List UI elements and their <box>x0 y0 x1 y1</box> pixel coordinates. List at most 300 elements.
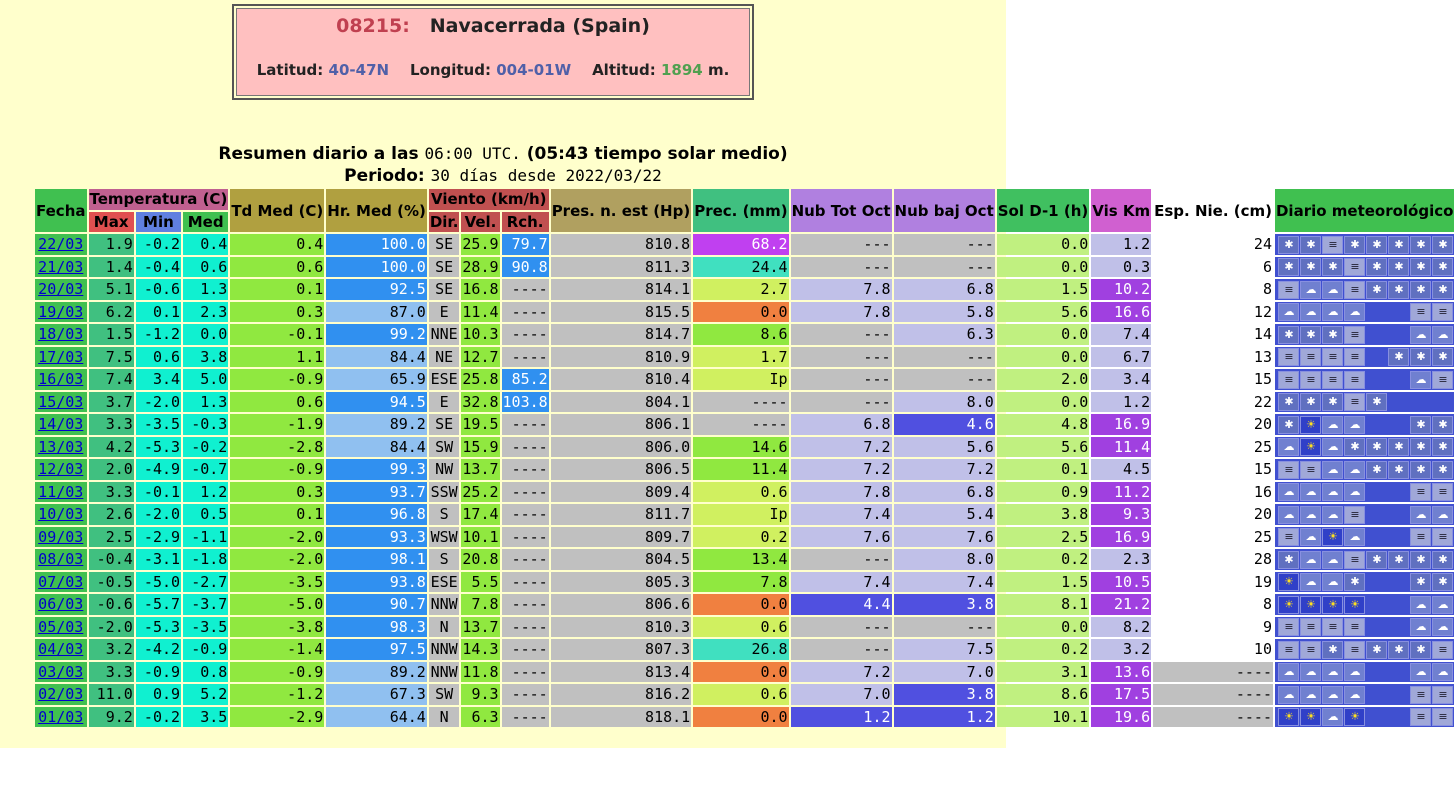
alt-label: Altitud: <box>592 61 656 79</box>
pres-cell: 816.2 <box>551 684 692 705</box>
td-cell: 0.1 <box>230 279 324 300</box>
table-row <box>35 414 1454 435</box>
cloud-icon: ☁ <box>1322 708 1343 726</box>
header-diario: Diario meteorológico <box>1275 189 1454 232</box>
prec-cell: 0.2 <box>693 527 788 548</box>
hr-cell: 89.2 <box>326 414 427 435</box>
table-row <box>35 437 1454 458</box>
pres-cell: 807.3 <box>551 639 692 660</box>
min-cell: -3.1 <box>136 549 181 570</box>
fog-icon: ≡ <box>1344 393 1365 411</box>
med-cell: 5.2 <box>183 684 228 705</box>
date-link[interactable]: 12/03 <box>38 460 84 479</box>
cloud-icon: ☁ <box>1300 686 1321 704</box>
vis-cell: 11.4 <box>1091 437 1151 458</box>
vis-cell: 9.3 <box>1091 504 1151 525</box>
diario-cell <box>1275 347 1454 368</box>
dir-cell: NNW <box>430 595 458 614</box>
sun-icon: ☀ <box>1278 596 1299 614</box>
snow-icon: ✱ <box>1344 573 1365 591</box>
esp-cell: 14 <box>1153 324 1273 345</box>
hr-cell: 99.2 <box>326 324 427 345</box>
date-link[interactable]: 18/03 <box>38 325 84 344</box>
cloud-icon: ☁ <box>1322 551 1343 569</box>
snow-icon: ✱ <box>1278 236 1299 254</box>
rch-cell: ---- <box>502 617 549 638</box>
diario-cell <box>1275 392 1454 413</box>
summary-l1c: (05:43 tiempo solar medio) <box>526 144 788 164</box>
snow-icon: ✱ <box>1410 281 1431 299</box>
nt-cell: 7.8 <box>791 279 892 300</box>
rch-cell: ---- <box>502 414 549 435</box>
fog-icon: ≡ <box>1410 708 1431 726</box>
cloud-icon: ☁ <box>1344 663 1365 681</box>
date-link[interactable]: 07/03 <box>38 572 84 591</box>
summary-time: 06:00 UTC. <box>424 144 521 163</box>
date-link[interactable]: 10/03 <box>38 505 84 524</box>
td-cell: -1.9 <box>230 414 324 435</box>
rch-cell: ---- <box>502 594 549 615</box>
dir-cell: NNW <box>430 640 458 659</box>
vel-cell: 14.3 <box>462 640 499 659</box>
esp-cell: 13 <box>1153 347 1273 368</box>
header-med: Med <box>183 212 228 233</box>
snow-icon: ✱ <box>1410 641 1431 659</box>
dir-cell: NNE <box>430 325 458 344</box>
diario-cell <box>1275 504 1454 525</box>
snow-icon: ✱ <box>1366 641 1387 659</box>
date-cell <box>35 459 87 480</box>
esp-cell: 16 <box>1153 482 1273 503</box>
snow-icon: ✱ <box>1366 551 1387 569</box>
table-row <box>35 482 1454 503</box>
cloud-icon: ☁ <box>1300 551 1321 569</box>
td-cell: 0.6 <box>230 392 324 413</box>
cloud-icon: ☁ <box>1344 461 1365 479</box>
max-cell: -0.5 <box>89 572 134 593</box>
snow-icon: ✱ <box>1344 438 1365 456</box>
sol-cell: 10.1 <box>997 707 1089 728</box>
cloud-icon: ☁ <box>1278 438 1299 456</box>
nb-cell: 3.8 <box>894 594 995 615</box>
rch-cell: ---- <box>502 572 549 593</box>
med-cell: 1.2 <box>183 482 228 503</box>
header-vel: Vel. <box>461 212 499 233</box>
vis-cell: 1.2 <box>1091 234 1151 255</box>
esp-cell: 8 <box>1153 279 1273 300</box>
rch-cell: ---- <box>502 437 549 458</box>
cloud-icon: ☁ <box>1322 461 1343 479</box>
rch-cell: ---- <box>502 279 549 300</box>
cloud-icon: ☁ <box>1300 303 1321 321</box>
hr-cell: 89.2 <box>326 662 427 683</box>
snow-icon: ✱ <box>1322 326 1343 344</box>
td-cell: -3.5 <box>230 572 324 593</box>
prec-cell: 24.4 <box>693 257 788 278</box>
table-row <box>35 572 1454 593</box>
prec-cell: 26.8 <box>693 639 788 660</box>
cloud-icon: ☁ <box>1410 596 1431 614</box>
hr-cell: 93.3 <box>326 527 427 548</box>
date-link[interactable]: 21/03 <box>38 257 84 276</box>
date-link[interactable]: 14/03 <box>38 415 84 434</box>
snow-icon: ✱ <box>1366 236 1387 254</box>
pres-cell: 814.7 <box>551 324 692 345</box>
dir-cell: S <box>429 549 460 570</box>
date-cell <box>35 414 87 435</box>
dir-cell: SE <box>429 414 460 435</box>
snow-icon: ✱ <box>1366 461 1387 479</box>
vis-cell: 16.6 <box>1091 302 1151 323</box>
dir-cell: ESE <box>430 572 458 591</box>
fog-icon: ≡ <box>1300 641 1321 659</box>
snow-icon: ✱ <box>1278 258 1299 276</box>
pres-cell: 806.6 <box>551 594 692 615</box>
esp-cell: ---- <box>1153 707 1273 728</box>
max-cell: 7.4 <box>89 369 134 390</box>
snow-icon: ✱ <box>1388 551 1409 569</box>
pres-cell: 809.7 <box>551 527 692 548</box>
sol-cell: 1.5 <box>997 279 1089 300</box>
snow-icon: ✱ <box>1388 281 1409 299</box>
sun-icon: ☀ <box>1300 596 1321 614</box>
date-link[interactable]: 01/03 <box>38 707 84 726</box>
date-link[interactable]: 05/03 <box>38 617 84 636</box>
diario-cell <box>1275 527 1454 548</box>
med-cell: -1.1 <box>183 527 228 548</box>
station-title <box>237 15 749 37</box>
none-icon <box>1366 483 1387 501</box>
date-cell <box>35 617 87 638</box>
hr-cell: 84.4 <box>326 347 427 368</box>
hr-cell: 67.3 <box>326 684 427 705</box>
td-cell: -5.0 <box>230 594 324 615</box>
vel-cell: 25.8 <box>462 370 499 389</box>
none-icon <box>1388 708 1409 726</box>
snow-icon: ✱ <box>1432 416 1453 434</box>
summary-period: 30 días desde 2022/03/22 <box>430 166 662 185</box>
dir-cell: N <box>429 707 460 728</box>
cloud-icon: ☁ <box>1344 686 1365 704</box>
prec-cell: 11.4 <box>693 459 788 480</box>
med-cell: 5.0 <box>183 369 228 390</box>
snow-icon: ✱ <box>1278 551 1299 569</box>
date-link[interactable]: 19/03 <box>38 302 84 321</box>
rch-cell: ---- <box>502 707 549 728</box>
nt-cell: 7.0 <box>791 684 892 705</box>
max-cell: 6.2 <box>89 302 134 323</box>
nb-cell: 7.5 <box>894 639 995 660</box>
nt-cell: 1.2 <box>791 707 892 728</box>
sun-icon: ☀ <box>1278 708 1299 726</box>
date-link[interactable]: 04/03 <box>38 640 84 659</box>
prec-cell: 8.6 <box>693 324 788 345</box>
date-link[interactable]: 11/03 <box>38 482 84 501</box>
nb-cell: 5.8 <box>894 302 995 323</box>
vel-cell: 15.9 <box>462 437 499 456</box>
date-link[interactable]: 08/03 <box>38 550 84 569</box>
prec-cell: 7.8 <box>693 572 788 593</box>
esp-cell: 15 <box>1153 369 1273 390</box>
none-icon <box>1388 303 1409 321</box>
cloud-icon: ☁ <box>1344 303 1365 321</box>
pres-cell: 814.1 <box>551 279 692 300</box>
diario-cell <box>1275 324 1454 345</box>
min-cell: -0.6 <box>136 279 181 300</box>
table-body <box>35 234 1454 727</box>
cloud-icon: ☁ <box>1322 281 1343 299</box>
vis-cell: 3.4 <box>1091 369 1151 390</box>
nt-cell: 7.6 <box>791 527 892 548</box>
cloud-icon: ☁ <box>1278 506 1299 524</box>
vel-cell: 12.7 <box>462 347 499 366</box>
cloud-icon: ☁ <box>1432 596 1453 614</box>
fog-icon: ≡ <box>1344 506 1365 524</box>
diario-cell <box>1275 617 1454 638</box>
td-cell: 0.1 <box>230 504 324 525</box>
vel-cell: 11.8 <box>462 662 499 681</box>
snow-icon: ✱ <box>1366 393 1387 411</box>
date-link[interactable]: 06/03 <box>38 595 84 614</box>
fog-icon: ≡ <box>1300 618 1321 636</box>
snow-icon: ✱ <box>1278 416 1299 434</box>
sol-cell: 0.0 <box>997 324 1089 345</box>
none-icon <box>1388 618 1409 636</box>
date-link[interactable]: 03/03 <box>38 662 84 681</box>
esp-cell: 6 <box>1153 257 1273 278</box>
dir-cell: E <box>429 302 460 323</box>
hr-cell: 93.7 <box>326 482 427 503</box>
sol-cell: 0.0 <box>997 257 1089 278</box>
max-cell: 2.5 <box>89 527 134 548</box>
table-row <box>35 257 1454 278</box>
esp-cell: ---- <box>1153 662 1273 683</box>
fog-icon: ≡ <box>1344 551 1365 569</box>
med-cell: -2.7 <box>183 572 228 593</box>
vis-cell: 4.5 <box>1091 459 1151 480</box>
cloud-icon: ☁ <box>1410 371 1431 389</box>
nb-cell: --- <box>894 369 995 390</box>
sol-cell: 8.1 <box>997 594 1089 615</box>
nb-cell: --- <box>894 234 995 255</box>
header-nub-baj: Nub baj Oct <box>894 189 995 232</box>
med-cell: -1.8 <box>183 549 228 570</box>
date-link[interactable]: 09/03 <box>38 527 84 546</box>
table-row <box>35 392 1454 413</box>
prec-cell: 0.6 <box>693 617 788 638</box>
min-cell: 0.6 <box>136 347 181 368</box>
prec-cell: 13.4 <box>693 549 788 570</box>
header-vis: Vis Km <box>1091 189 1151 232</box>
pres-cell: 810.8 <box>551 234 692 255</box>
cloud-icon: ☁ <box>1322 303 1343 321</box>
none-icon <box>1366 596 1387 614</box>
sun-icon: ☀ <box>1344 596 1365 614</box>
snow-icon: ✱ <box>1410 573 1431 591</box>
date-link[interactable]: 02/03 <box>38 685 84 704</box>
lat-label: Latitud: <box>256 61 324 79</box>
vel-cell: 16.8 <box>462 280 499 299</box>
fog-icon: ≡ <box>1344 326 1365 344</box>
nt-cell: 7.2 <box>791 662 892 683</box>
esp-cell: 19 <box>1153 572 1273 593</box>
diario-cell <box>1275 707 1454 728</box>
dir-cell: NNW <box>430 662 458 681</box>
cloud-icon: ☁ <box>1300 483 1321 501</box>
vel-cell: 13.7 <box>462 460 499 479</box>
max-cell: -0.6 <box>89 594 134 615</box>
med-cell: 0.8 <box>183 662 228 683</box>
nb-cell: 7.4 <box>894 572 995 593</box>
vel-cell: 28.9 <box>462 257 499 276</box>
vis-cell: 1.2 <box>1091 392 1151 413</box>
date-cell <box>35 572 87 593</box>
hr-cell: 65.9 <box>326 369 427 390</box>
snow-icon: ✱ <box>1410 461 1431 479</box>
date-cell <box>35 684 87 705</box>
max-cell: 1.5 <box>89 324 134 345</box>
vel-cell: 7.8 <box>461 594 499 615</box>
prec-cell: 0.6 <box>693 684 788 705</box>
sol-cell: 8.6 <box>997 684 1089 705</box>
date-link[interactable]: 22/03 <box>38 235 84 254</box>
nb-cell: 5.6 <box>894 437 995 458</box>
diario-cell <box>1275 482 1454 503</box>
fog-icon: ≡ <box>1322 348 1343 366</box>
pres-cell: 815.5 <box>551 302 692 323</box>
snow-icon: ✱ <box>1366 281 1387 299</box>
esp-cell: 28 <box>1153 549 1273 570</box>
station-box-inner <box>236 8 750 96</box>
esp-cell: ---- <box>1153 684 1273 705</box>
fog-icon: ≡ <box>1410 528 1431 546</box>
max-cell: 3.3 <box>89 414 134 435</box>
cloud-icon: ☁ <box>1300 506 1321 524</box>
rch-cell: ---- <box>502 504 549 525</box>
vel-cell: 20.8 <box>462 550 499 569</box>
cloud-icon: ☁ <box>1322 686 1343 704</box>
nb-cell: 8.0 <box>894 549 995 570</box>
vel-cell: 17.4 <box>462 505 499 524</box>
cloud-icon: ☁ <box>1322 663 1343 681</box>
td-cell: 0.4 <box>230 234 324 255</box>
date-cell <box>35 707 87 728</box>
none-icon <box>1388 326 1409 344</box>
date-link[interactable]: 15/03 <box>38 392 84 411</box>
summary-l1a: Resumen diario a las <box>218 144 419 164</box>
date-link[interactable]: 17/03 <box>38 347 84 366</box>
cloud-icon: ☁ <box>1300 528 1321 546</box>
table-row <box>35 639 1454 660</box>
diario-cell <box>1275 414 1454 435</box>
header-dir: Dir. <box>429 212 459 231</box>
esp-cell: 9 <box>1153 617 1273 638</box>
header-max: Max <box>89 212 134 233</box>
date-link[interactable]: 13/03 <box>38 437 84 456</box>
nt-cell: --- <box>791 257 892 278</box>
nt-cell: 7.8 <box>791 482 892 503</box>
none-icon <box>1366 686 1387 704</box>
vis-cell: 19.6 <box>1091 707 1151 728</box>
cloud-icon: ☁ <box>1278 663 1299 681</box>
dir-cell: E <box>429 392 460 413</box>
vis-cell: 16.9 <box>1091 527 1151 548</box>
cloud-icon: ☁ <box>1278 303 1299 321</box>
none-icon <box>1366 371 1387 389</box>
sol-cell: 2.0 <box>997 369 1089 390</box>
esp-cell: 25 <box>1153 527 1273 548</box>
table-row <box>35 459 1454 480</box>
dir-cell: NE <box>429 347 460 368</box>
rch-cell: ---- <box>502 482 549 503</box>
header-rch: Rch. <box>502 212 549 233</box>
snow-icon: ✱ <box>1432 236 1453 254</box>
dir-cell: ESE <box>430 370 458 389</box>
diario-cell <box>1275 302 1454 323</box>
cloud-icon: ☁ <box>1300 573 1321 591</box>
diario-cell <box>1275 639 1454 660</box>
date-cell <box>35 369 87 390</box>
diario-cell <box>1275 662 1454 683</box>
pres-cell: 813.4 <box>551 662 692 683</box>
nt-cell: 7.8 <box>791 302 892 323</box>
table-row <box>35 302 1454 323</box>
nt-cell: --- <box>791 617 892 638</box>
date-link[interactable]: 20/03 <box>38 280 84 299</box>
nt-cell: --- <box>791 549 892 570</box>
snow-icon: ✱ <box>1322 258 1343 276</box>
cloud-icon: ☁ <box>1278 483 1299 501</box>
td-cell: 0.6 <box>230 257 324 278</box>
hr-cell: 97.5 <box>326 639 427 660</box>
esp-cell: 8 <box>1153 594 1273 615</box>
snow-icon: ✱ <box>1410 416 1431 434</box>
none-icon <box>1388 483 1409 501</box>
med-cell: 3.8 <box>183 347 228 368</box>
min-cell: -0.9 <box>136 662 181 683</box>
cloud-icon: ☁ <box>1344 483 1365 501</box>
min-cell: 0.1 <box>136 302 181 323</box>
med-cell: -0.3 <box>183 414 228 435</box>
table-row <box>35 369 1454 390</box>
dir-cell: WSW <box>430 527 458 546</box>
fog-icon: ≡ <box>1278 371 1299 389</box>
hr-cell: 92.5 <box>326 279 427 300</box>
snow-icon: ✱ <box>1388 641 1409 659</box>
fog-icon: ≡ <box>1278 528 1299 546</box>
sol-cell: 5.6 <box>997 302 1089 323</box>
med-cell: -0.9 <box>183 639 228 660</box>
snow-icon: ✱ <box>1300 258 1321 276</box>
vel-cell: 32.8 <box>462 392 499 411</box>
date-cell <box>35 234 87 255</box>
none-icon <box>1388 686 1409 704</box>
td-cell: -2.9 <box>230 707 324 728</box>
sol-cell: 0.0 <box>997 617 1089 638</box>
min-cell: -0.4 <box>136 257 181 278</box>
table-row <box>35 707 1454 728</box>
nb-cell: 1.2 <box>894 707 995 728</box>
vis-cell: 21.2 <box>1091 594 1151 615</box>
max-cell: -2.0 <box>89 617 134 638</box>
alt-unit: m. <box>707 61 730 79</box>
vis-cell: 2.3 <box>1091 549 1151 570</box>
prec-cell: 68.2 <box>693 234 788 255</box>
sol-cell: 4.8 <box>997 414 1089 435</box>
nb-cell: 6.8 <box>894 482 995 503</box>
snow-icon: ✱ <box>1278 326 1299 344</box>
date-link[interactable]: 16/03 <box>38 370 84 389</box>
